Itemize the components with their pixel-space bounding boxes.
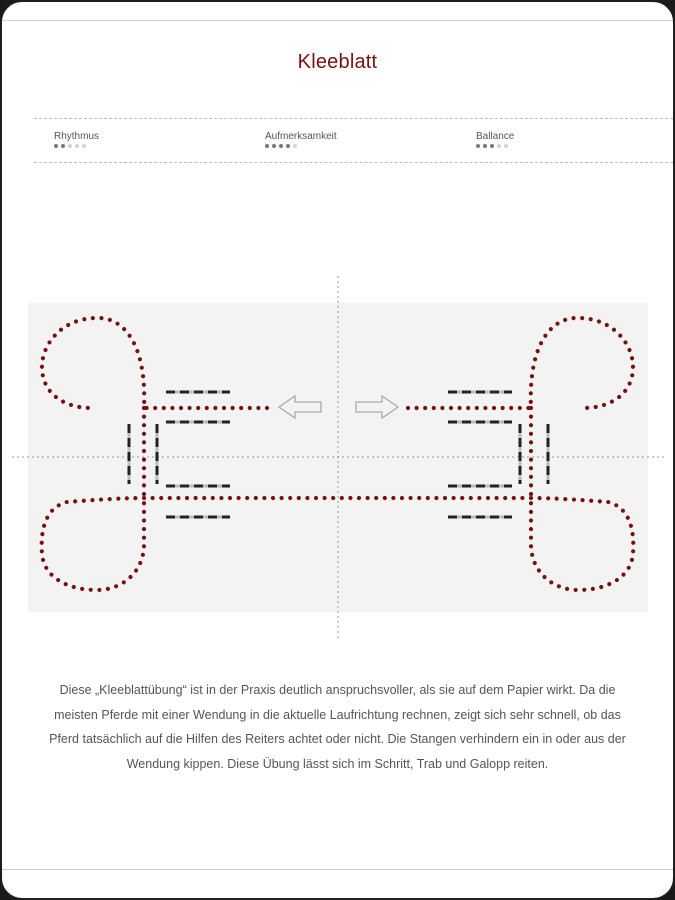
rating-dots [54, 144, 99, 150]
rating-dot-filled [490, 144, 494, 148]
rating-dot-filled [61, 144, 65, 148]
rating-dot-empty [293, 144, 297, 148]
rating-dot-empty [497, 144, 501, 148]
rating-dots [476, 144, 514, 150]
exercise-description: Diese „Kleeblattübung“ ist in der Praxis deutlich anspruchsvoller, als sie auf dem Papier wirkt. Da die meisten Pferde mit einer Wendung in die aktuelle Laufrichtung rechnen, zeigt sich sehr schnell, ob das Pferd tatsächlich auf die Hilfen des Reiters achtet oder nicht. Die Stangen verhindern ein in oder aus der Wendung kippen. Diese Übung lässt sich im Schritt, Trab und Galopp reiten. [49, 683, 626, 771]
rating-rhythmus [54, 131, 99, 150]
page-title: Kleeblatt [297, 51, 378, 73]
rating-aufmerksamkeit [265, 131, 337, 150]
rating-dot-filled [272, 144, 276, 148]
rating-dot-empty [68, 144, 72, 148]
top-divider [2, 20, 673, 21]
rating-dot-empty [82, 144, 86, 148]
rating-dot-empty [504, 144, 508, 148]
rating-dot-filled [279, 144, 283, 148]
rating-bar [34, 118, 673, 163]
rating-label: Ballance [476, 131, 515, 142]
bottom-divider [2, 869, 673, 870]
rating-dot-filled [483, 144, 487, 148]
rating-dots [265, 144, 337, 150]
rating-dot-filled [476, 144, 480, 148]
rating-dot-empty [75, 144, 79, 148]
cloverleaf-diagram [2, 272, 673, 642]
rating-label: Rhythmus [54, 131, 100, 142]
rating-dot-filled [265, 144, 269, 148]
rating-ballance [476, 131, 514, 150]
rating-dot-filled [286, 144, 290, 148]
rating-dot-filled [54, 144, 58, 148]
rating-label: Aufmerksamkeit [265, 131, 337, 142]
